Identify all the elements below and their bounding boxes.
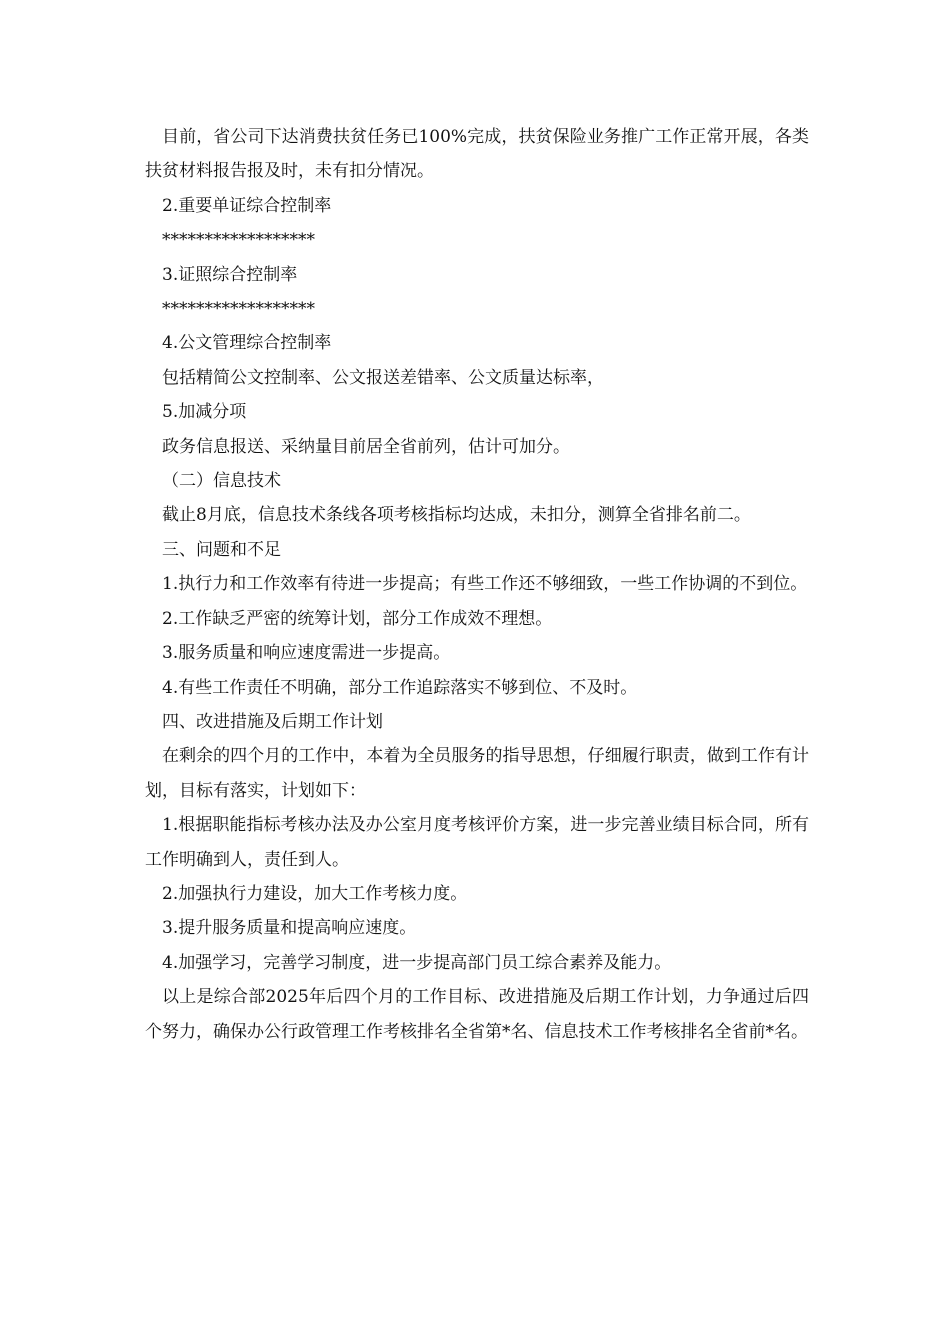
heading-document-control-rate: 2.重要单证综合控制率 (162, 195, 332, 216)
paragraph-plan-intro: 在剩余的四个月的工作中，本着为全员服务的指导思想，仔细履行职责，做到工作有计划，目标有落实，计划如下： (145, 746, 809, 801)
paragraph-document-metrics: 包括精简公文控制率、公文报送差错率、公文质量达标率， (162, 367, 604, 388)
heading-official-document-control-rate: 4.公文管理综合控制率 (162, 333, 332, 354)
list-item: 2.加强执行力建设，加大工作考核力度。 (162, 883, 468, 904)
heading-license-control-rate: 3.证照综合控制率 (162, 264, 298, 285)
list-item: 2.工作缺乏严密的统筹计划，部分工作成效不理想。 (162, 608, 553, 629)
paragraph-conclusion: 以上是综合部2025年后四个月的工作目标、改进措施及后期工作计划，力争通过后四个努力，确保办公行政管理工作考核排名全省第*名、信息技术工作考核排名全省前*名。 (145, 987, 809, 1042)
heading-problems: 三、问题和不足 (162, 539, 281, 560)
list-item: 1.执行力和工作效率有待进一步提高；有些工作还不够细致，一些工作协调的不到位。 (162, 574, 808, 595)
heading-bonus-deduction: 5.加减分项 (162, 402, 247, 423)
masked-text: ****************** (162, 299, 315, 320)
paragraph-it-status: 截止8月底，信息技术条线各项考核指标均达成，未扣分，测算全省排名前二。 (162, 505, 751, 526)
heading-information-technology: （二）信息技术 (162, 471, 281, 492)
paragraph-poverty-status: 目前，省公司下达消费扶贫任务已100%完成，扶贫保险业务推广工作正常开展，各类扶贫材料报告报及时，未有扣分情况。 (145, 127, 809, 182)
document-body (145, 120, 809, 1049)
list-item: 1.根据职能指标考核办法及办公室月度考核评价方案，进一步完善业绩目标合同，所有工作明确到人，责任到人。 (145, 815, 809, 870)
masked-text: ****************** (162, 230, 315, 251)
list-item: 3.服务质量和响应速度需进一步提高。 (162, 643, 451, 664)
list-item: 4.加强学习，完善学习制度，进一步提高部门员工综合素养及能力。 (162, 952, 672, 973)
list-item: 3.提升服务质量和提高响应速度。 (162, 918, 417, 939)
list-item: 4.有些工作责任不明确，部分工作追踪落实不够到位、不及时。 (162, 677, 638, 698)
heading-improvement-plan: 四、改进措施及后期工作计划 (162, 711, 383, 732)
paragraph-government-info: 政务信息报送、采纳量目前居全省前列，估计可加分。 (162, 436, 570, 457)
